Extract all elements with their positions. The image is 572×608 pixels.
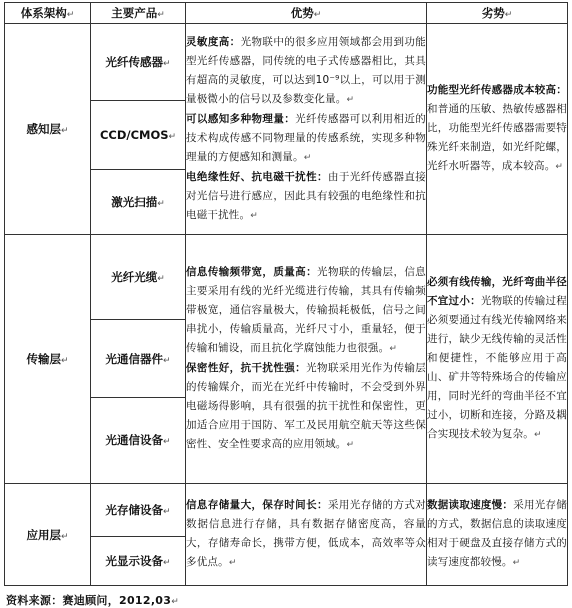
table-row xyxy=(5,24,568,100)
advantage-item: 灵敏度高：光物联中的很多应用领域都会用到功能型光纤传感器，同传统的电子式传感器相比，其具有超高的灵敏度，可以达到10⁻⁹以上，可以用于测量极微小的信号以及参数变化量。↵ xyxy=(186,35,426,105)
advantage-item: 电绝缘性好、抗电磁干扰性：由于光纤传感器直接对光信号进行感应，因此具有较强的电绝缘性和抗电磁干扰性。↵ xyxy=(186,170,426,221)
product-cell: CCD/CMOS↵ xyxy=(91,100,186,169)
layer-perception: 感知层↵ xyxy=(5,24,91,235)
table-row xyxy=(5,234,568,319)
layer-transmission: 传输层↵ xyxy=(5,234,91,483)
source-note: 资料来源：赛迪顾问，2012,03↵ xyxy=(6,594,180,607)
product-cell: 光通信设备↵ xyxy=(91,397,186,483)
comparison-table xyxy=(4,2,568,586)
perception-disadvantages: 功能型光纤传感器成本较高：和普通的压敏、热敏传感器相比，功能型光纤传感器需要特殊光纤来制造，如光纤陀螺，光纤水听器等，成本较高。↵ xyxy=(427,24,568,235)
product-cell: 光通信器件↵ xyxy=(91,320,186,397)
layer-application: 应用层↵ xyxy=(5,484,91,586)
advantage-item: 信息传输频带宽，质量高：光物联的传输层，信息主要采用有线的光纤光缆进行传输，其具有传输频带极宽，通信容量极大，传输损耗极低，信号之间串扰小，传输质量高，光纤尺寸小，重量轻，便于传输和铺设，而且抗化学腐蚀能力也很强。↵ xyxy=(186,266,426,355)
header-architecture: 体系架构↵ xyxy=(5,3,91,24)
product-cell: 光显示设备↵ xyxy=(91,537,186,586)
perception-advantages xyxy=(186,24,427,235)
advantage-item: 可以感知多种物理量：光纤传感器可以利用相近的技术构成传感不同物理量的传感系统，实现多种物理量的方便感知和测量。↵ xyxy=(186,112,426,163)
product-cell: 光纤传感器↵ xyxy=(91,24,186,100)
header-row xyxy=(5,3,568,24)
product-cell: 光存储设备↵ xyxy=(91,484,186,537)
transmission-advantages xyxy=(186,234,427,483)
product-cell: 光纤光缆↵ xyxy=(91,234,186,319)
header-disadvantages: 劣势↵ xyxy=(427,3,568,24)
application-advantages: 信息存储量大，保存时间长：采用光存储的方式对数据信息进行存储，具有数据存储密度高，容量大，存储寿命长，携带方便，低成本，高效率等众多优点。↵ xyxy=(186,484,427,586)
transmission-disadvantages: 必须有线传输，光纤弯曲半径不宜过小：光物联的传输过程必须要通过有线光传输网络来进行，缺少无线传输的灵活性和便捷性，不能够应用于高山、矿井等特殊场合的传输应用，同时光纤的弯曲半径不宜过小，切断和连接，分路及耦合实现技术较为复杂。↵ xyxy=(427,234,568,483)
application-disadvantages: 数据读取速度慢：采用光存储的方式，数据信息的读取速度相对于硬盘及直接存储方式的读写速度都较慢。↵ xyxy=(427,484,568,586)
product-cell: 激光扫描↵ xyxy=(91,169,186,234)
header-products: 主要产品↵ xyxy=(91,3,186,24)
advantage-item: 保密性好，抗干扰性强：光物联采用光作为传输层的传输媒介，而光在光纤中传输时，不会受到外界电磁场得影响，具有很强的抗干扰性和保密性，更加适合应用于国防、军工及民用航空航天等这些保密性、安全性要求高的应用领域。↵ xyxy=(186,362,426,451)
header-advantages: 优势↵ xyxy=(186,3,427,24)
table-row xyxy=(5,484,568,537)
